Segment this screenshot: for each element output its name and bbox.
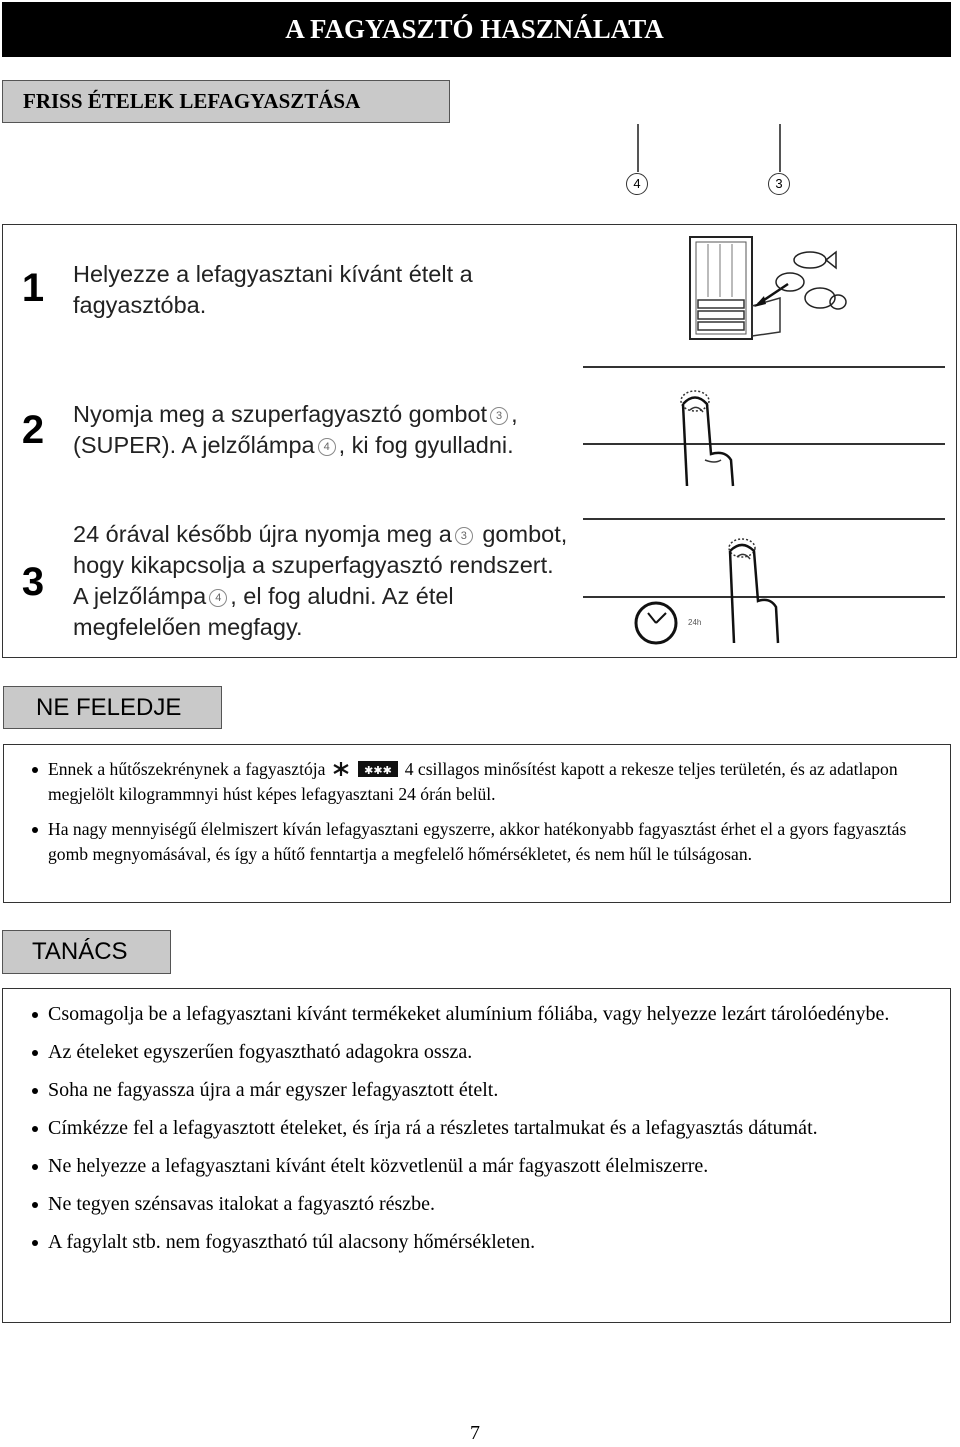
svg-text:24h: 24h <box>688 618 702 627</box>
section-header-remember <box>3 686 222 729</box>
button-3-icon: 3 <box>490 407 508 425</box>
page-title: A FAGYASZTÓ HASZNÁLATA <box>285 14 664 44</box>
marker-line-left <box>637 124 639 172</box>
panel-line-top <box>583 366 945 368</box>
indicator-4-icon: 4 <box>209 589 227 607</box>
freezer-with-food-icon <box>680 232 850 347</box>
step-number-2: 2 <box>21 408 45 452</box>
panel-line-top-2 <box>583 518 945 520</box>
list-item: Ha nagy mennyiségű élelmiszert kíván lefagyasztani egyszerre, akkor hatékonyabb fagyasztást érhet el a gyors fagyasztás gomb megnyomásával, és így a hűtő fenntartja a megfelelő hőmérsékletet, és nem hűl le túlságosan. <box>48 817 938 867</box>
step-number-3: 3 <box>21 560 45 604</box>
section-header-freeze <box>2 80 450 123</box>
section-header-freeze-label: FRISS ÉTELEK LEFAGYASZTÁSA <box>23 89 361 113</box>
three-star-rating-icon <box>358 761 398 777</box>
remember-list <box>48 757 938 877</box>
tips-list <box>48 1001 928 1267</box>
step-text-3: 24 órával később újra nyomja meg a 3 gombot, hogy kikapcsolja a szuperfagyasztó rendszert. A jelzőlámpa 4 , el fog aludni. Az étel megfelelően megfagy. <box>73 521 568 640</box>
section-header-tips-label: TANÁCS <box>32 938 128 965</box>
marker-indicator-left: 4 <box>626 173 648 195</box>
page-title-bar <box>2 2 951 57</box>
step-text-1: Helyezze a lefagyasztani kívánt ételt a fagyasztóba. <box>73 261 473 318</box>
list-item: Címkézze fel a lefagyasztott ételeket, és írja rá a részletes tartalmukat és a lefagyasztás dátumát. <box>48 1115 928 1142</box>
snowflake-icon <box>332 761 350 777</box>
indicator-4-icon: 4 <box>318 438 336 456</box>
section-header-tips <box>2 930 171 974</box>
page-number: 7 <box>470 1422 480 1444</box>
list-item: Ennek a hűtőszekrénynek a fagyasztója ✱✱✱ 4 csillagos minősítést kapott a rekesze teljes területén, és az adatlapon megjelölt kilogrammnyi húst képes lefagyasztani 24 órán belül. <box>48 757 938 807</box>
step-text-2: Nyomja meg a szuperfagyasztó gombot 3 , (SUPER). A jelzőlámpa 4 , ki fog gyulladni. <box>73 401 518 458</box>
marker-line-right <box>779 124 781 172</box>
button-3-icon: 3 <box>455 527 473 545</box>
finger-press-with-clock-icon <box>630 535 780 650</box>
finger-pressing-button-icon <box>665 386 755 494</box>
list-item: Ne helyezze a lefagyasztani kívánt ételt közvetlenül a már fagyaszott élelmiszerre. <box>48 1153 928 1180</box>
section-header-remember-label: NE FELEDJE <box>36 693 182 721</box>
list-item: Ne tegyen szénsavas italokat a fagyasztó részbe. <box>48 1191 928 1218</box>
panel-line-bottom <box>583 443 945 445</box>
svg-text:✱✱✱: ✱✱✱ <box>364 764 393 777</box>
list-item: Csomagolja be a lefagyasztani kívánt termékeket alumínium fóliába, vagy helyezze lezárt tárolóedénybe. <box>48 1001 928 1028</box>
marker-button-right: 3 <box>768 173 790 195</box>
step-number-1: 1 <box>21 266 45 310</box>
list-item: A fagylalt stb. nem fogyasztható túl alacsony hőmérsékleten. <box>48 1229 928 1256</box>
list-item: Soha ne fagyassza újra a már egyszer lefagyasztott ételt. <box>48 1077 928 1104</box>
list-item: Az ételeket egyszerűen fogyasztható adagokra ossza. <box>48 1039 928 1066</box>
